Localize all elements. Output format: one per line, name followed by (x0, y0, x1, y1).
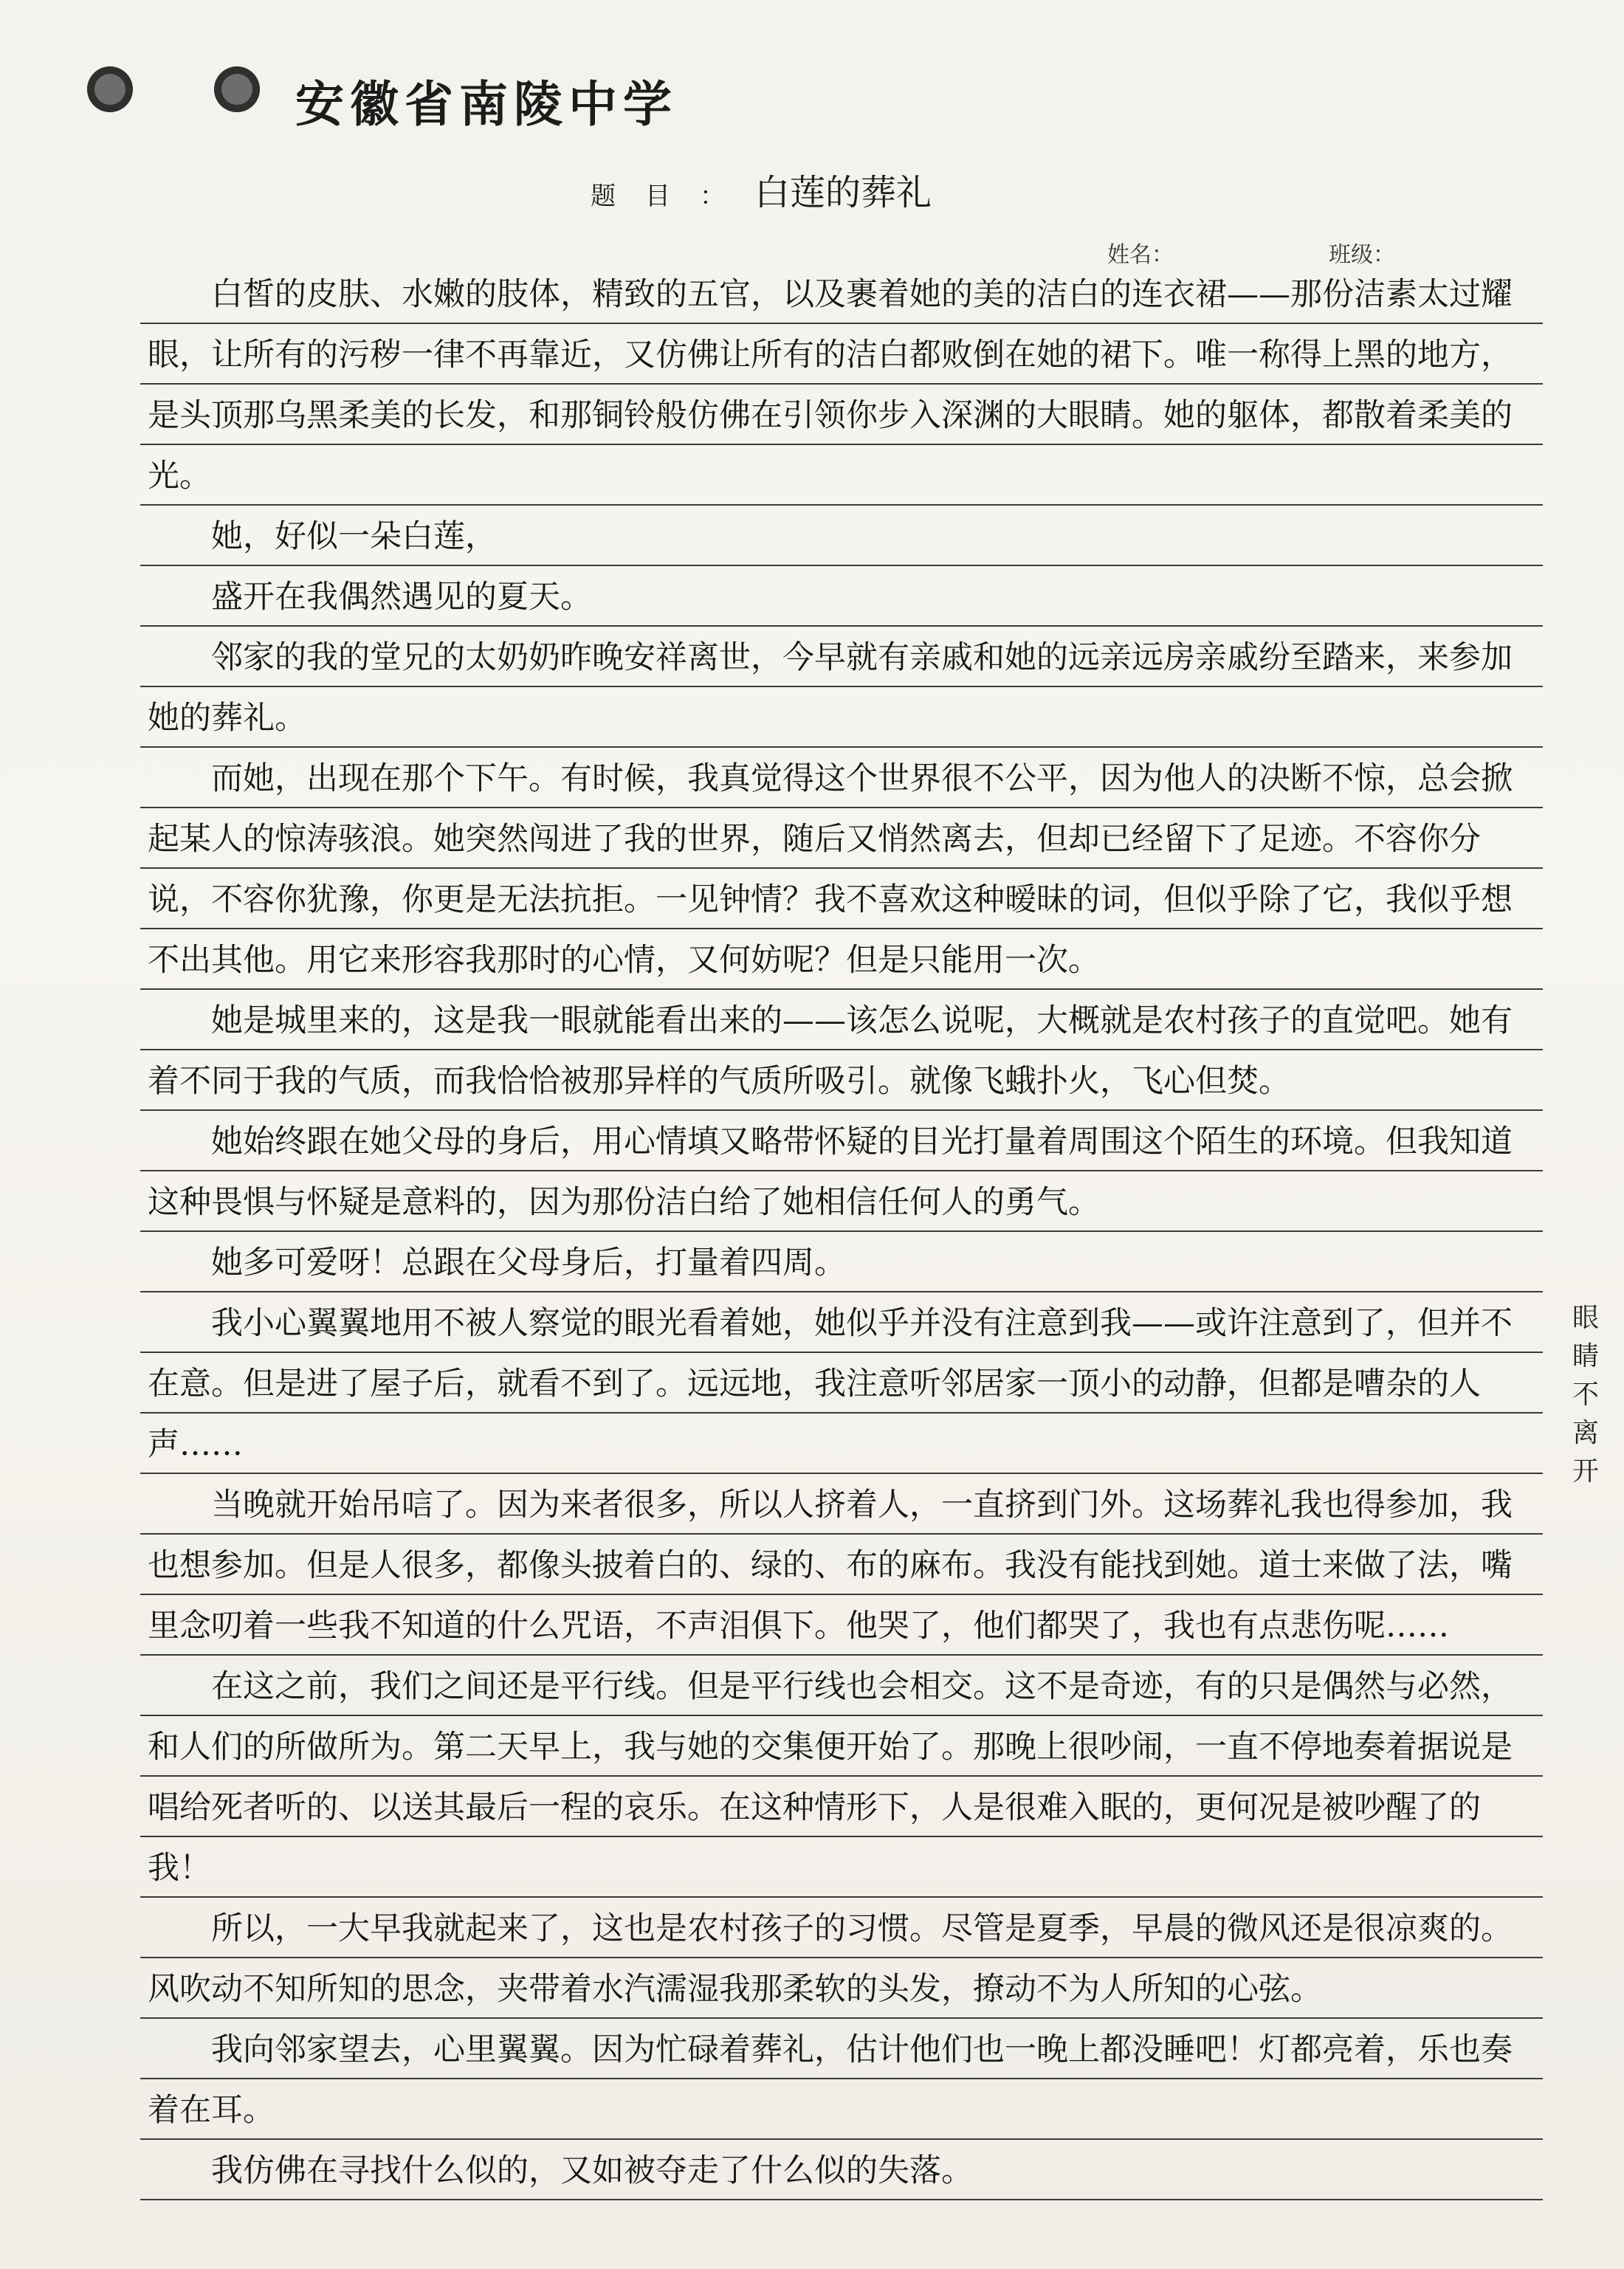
name-label: 姓名： (1107, 242, 1174, 268)
school-name: 安徽省南陵中学 (295, 75, 678, 133)
essay-paragraph: 我小心翼翼地用不被人察觉的眼光看着她，她似乎并没有注意到我——或许注意到了，但并不在意。但是进了屋子后，就看不到了。远远地，我注意听邻居家一顶小的动静，但都是嘈杂的人声…… (148, 1305, 1513, 1463)
essay-paragraph: 她始终跟在她父母的身后，用心情填又略带怀疑的目光打量着周围这个陌生的环境。但我知道这种畏惧与怀疑是意料的，因为那份洁白给了她相信任何人的勇气。 (148, 1123, 1513, 1221)
essay-paragraph: 她，好似一朵白莲， (211, 518, 497, 555)
essay-paragraph: 而她，出现在那个下午。有时候，我真觉得这个世界很不公平，因为他人的决断不惊，总会掀起某人的惊涛骇浪。她突然闯进了我的世界，随后又悄然离去，但却已经留下了足迹。不容你分说，不容你犹豫，你更是无法抗拒。一见钟情？我不喜欢这种暧昧的词，但似乎除了它，我似乎想不出其他。用它来形容我那时的心情，又何妨呢？但是只能用一次。 (148, 760, 1513, 979)
essay-title: 白莲的葬礼 (754, 172, 932, 213)
essay-paragraph: 所以，一大早我就起来了，这也是农村孩子的习惯。尽管是夏季，早晨的微风还是很凉爽的。风吹动不知所知的思念，夹带着水汽濡湿我那柔软的头发，撩动不为人所知的心弦。 (148, 1910, 1513, 2008)
essay-paragraph: 她是城里来的，这是我一眼就能看出来的——该怎么说呢，大概就是农村孩子的直觉吧。她有着不同于我的气质，而我恰恰被那异样的气质所吸引。就像飞蛾扑火，飞心但焚。 (148, 1002, 1513, 1100)
essay-paragraph: 她多可爱呀！总跟在父母身后，打量着四周。 (211, 1244, 846, 1281)
essay-paragraph: 当晚就开始吊唁了。因为来者很多，所以人挤着人，一直挤到门外。这场葬礼我也得参加，我也想参加。但是人很多，都像头披着白的、绿的、布的麻布。我没有能找到她。道士来做了法，嘴里念叨着一些我不知道的什么咒语，不声泪俱下。他哭了，他们都哭了，我也有点悲伤呢…… (148, 1487, 1513, 1645)
title-label: 题目： (591, 182, 754, 211)
essay-body (148, 264, 1535, 2201)
essay-paragraph: 在这之前，我们之间还是平行线。但是平行线也会相交。这不是奇迹，有的只是偶然与必然，和人们的所做所为。第二天早上，我与她的交集便开始了。那晚上很吵闹，一直不停地奏着据说是唱给死者听的、以送其最后一程的哀乐。在这种情形下，人是很难入眠的，更何况是被吵醒了的我！ (148, 1668, 1513, 1887)
essay-paragraph: 我向邻家望去，心里翼翼。因为忙碌着葬礼，估计他们也一晚上都没睡吧！灯都亮着，乐也奏着在耳。 (148, 2031, 1513, 2129)
margin-note: 眼睛不离开 (1572, 1303, 1600, 1487)
essay-paragraph: 盛开在我偶然遇见的夏天。 (211, 579, 592, 616)
class-label: 班级： (1329, 242, 1395, 268)
essay-paragraph: 白皙的皮肤、水嫩的肢体，精致的五官，以及裹着她的美的洁白的连衣裙——那份洁素太过耀眼，让所有的污秽一律不再靠近，又仿佛让所有的洁白都败倒在她的裙下。唯一称得上黑的地方，是头顶那乌黑柔美的长发，和那铜铃般仿佛在引领你步入深渊的大眼睛。她的躯体，都散着柔美的光。 (148, 276, 1513, 495)
essay-paragraph: 邻家的我的堂兄的太奶奶昨晚安祥离世，今早就有亲戚和她的远亲远房亲戚纷至踏来，来参加她的葬礼。 (148, 639, 1513, 737)
essay-paragraph: 我仿佛在寻找什么似的，又如被夺走了什么似的失落。 (211, 2152, 973, 2189)
